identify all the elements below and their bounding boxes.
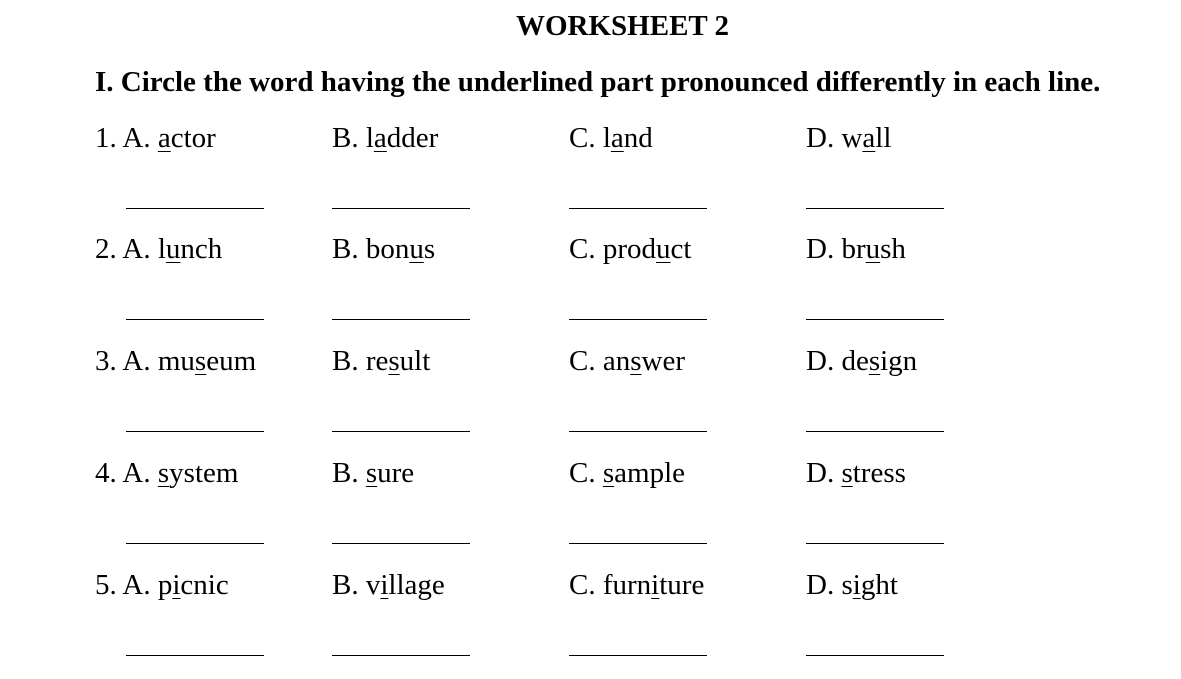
option-3-b[interactable]: B. result bbox=[332, 345, 431, 377]
underlined-part: s bbox=[157, 457, 170, 489]
answer-blank[interactable] bbox=[332, 208, 470, 209]
option-2-c[interactable]: C. product bbox=[569, 233, 692, 265]
question-row-1 bbox=[0, 120, 1181, 232]
option-1-b[interactable]: B. ladder bbox=[332, 122, 439, 154]
worksheet-title: WORKSHEET 2 bbox=[516, 10, 729, 42]
underlined-part: a bbox=[610, 122, 624, 154]
question-row-4 bbox=[0, 455, 1181, 567]
underlined-part: s bbox=[194, 345, 207, 377]
question-number: 5. bbox=[95, 569, 117, 601]
question-row-2 bbox=[0, 231, 1181, 343]
instruction-heading: I. Circle the word having the underlined part pronounced differently in each line. bbox=[95, 66, 1101, 98]
answer-blank[interactable] bbox=[126, 319, 264, 320]
option-3-a[interactable]: 3. A. museum bbox=[95, 345, 257, 377]
underlined-part: a bbox=[373, 122, 387, 154]
underlined-part: s bbox=[388, 345, 400, 377]
underlined-part: a bbox=[157, 122, 171, 154]
question-row-3 bbox=[0, 343, 1181, 455]
answer-blank[interactable] bbox=[126, 655, 264, 656]
option-4-c[interactable]: C. sample bbox=[569, 457, 685, 489]
option-1-a[interactable]: 1. A. actor bbox=[95, 122, 216, 154]
option-1-d[interactable]: D. wall bbox=[806, 122, 892, 154]
option-3-d[interactable]: D. design bbox=[806, 345, 918, 377]
answer-blank[interactable] bbox=[332, 655, 470, 656]
option-5-b[interactable]: B. village bbox=[332, 569, 445, 601]
answer-blank[interactable] bbox=[126, 208, 264, 209]
answer-blank[interactable] bbox=[332, 543, 470, 544]
underlined-part: i bbox=[651, 569, 660, 601]
option-4-b[interactable]: B. sure bbox=[332, 457, 415, 489]
underlined-part: u bbox=[656, 233, 671, 265]
answer-blank[interactable] bbox=[806, 319, 944, 320]
underlined-part: i bbox=[380, 569, 389, 601]
answer-blank[interactable] bbox=[806, 431, 944, 432]
underlined-part: s bbox=[602, 457, 615, 489]
answer-blank[interactable] bbox=[569, 208, 707, 209]
option-2-d[interactable]: D. brush bbox=[806, 233, 906, 265]
option-1-c[interactable]: C. land bbox=[569, 122, 653, 154]
underlined-part: s bbox=[868, 345, 881, 377]
underlined-part: u bbox=[409, 233, 424, 265]
option-2-a[interactable]: 2. A. lunch bbox=[95, 233, 223, 265]
question-number: 4. bbox=[95, 457, 117, 489]
option-5-c[interactable]: C. furniture bbox=[569, 569, 705, 601]
answer-blank[interactable] bbox=[126, 543, 264, 544]
underlined-part: a bbox=[862, 122, 876, 154]
answer-blank[interactable] bbox=[569, 543, 707, 544]
question-number: 1. bbox=[95, 122, 117, 154]
answer-blank[interactable] bbox=[569, 319, 707, 320]
option-5-a[interactable]: 5. A. picnic bbox=[95, 569, 229, 601]
answer-blank[interactable] bbox=[332, 319, 470, 320]
underlined-part: s bbox=[630, 345, 642, 377]
question-number: 3. bbox=[95, 345, 117, 377]
answer-blank[interactable] bbox=[806, 655, 944, 656]
option-4-a[interactable]: 4. A. system bbox=[95, 457, 239, 489]
option-5-d[interactable]: D. sight bbox=[806, 569, 898, 601]
answer-blank[interactable] bbox=[332, 431, 470, 432]
underlined-part: i bbox=[852, 569, 861, 601]
answer-blank[interactable] bbox=[569, 655, 707, 656]
option-2-b[interactable]: B. bonus bbox=[332, 233, 436, 265]
underlined-part: s bbox=[365, 457, 378, 489]
option-3-c[interactable]: C. answer bbox=[569, 345, 685, 377]
question-row-5 bbox=[0, 567, 1181, 679]
answer-blank[interactable] bbox=[126, 431, 264, 432]
underlined-part: u bbox=[165, 233, 181, 265]
answer-blank[interactable] bbox=[806, 543, 944, 544]
option-4-d[interactable]: D. stress bbox=[806, 457, 906, 489]
question-number: 2. bbox=[95, 233, 117, 265]
answer-blank[interactable] bbox=[569, 431, 707, 432]
answer-blank[interactable] bbox=[806, 208, 944, 209]
underlined-part: i bbox=[172, 569, 181, 601]
underlined-part: u bbox=[865, 233, 881, 265]
underlined-part: s bbox=[841, 457, 853, 489]
